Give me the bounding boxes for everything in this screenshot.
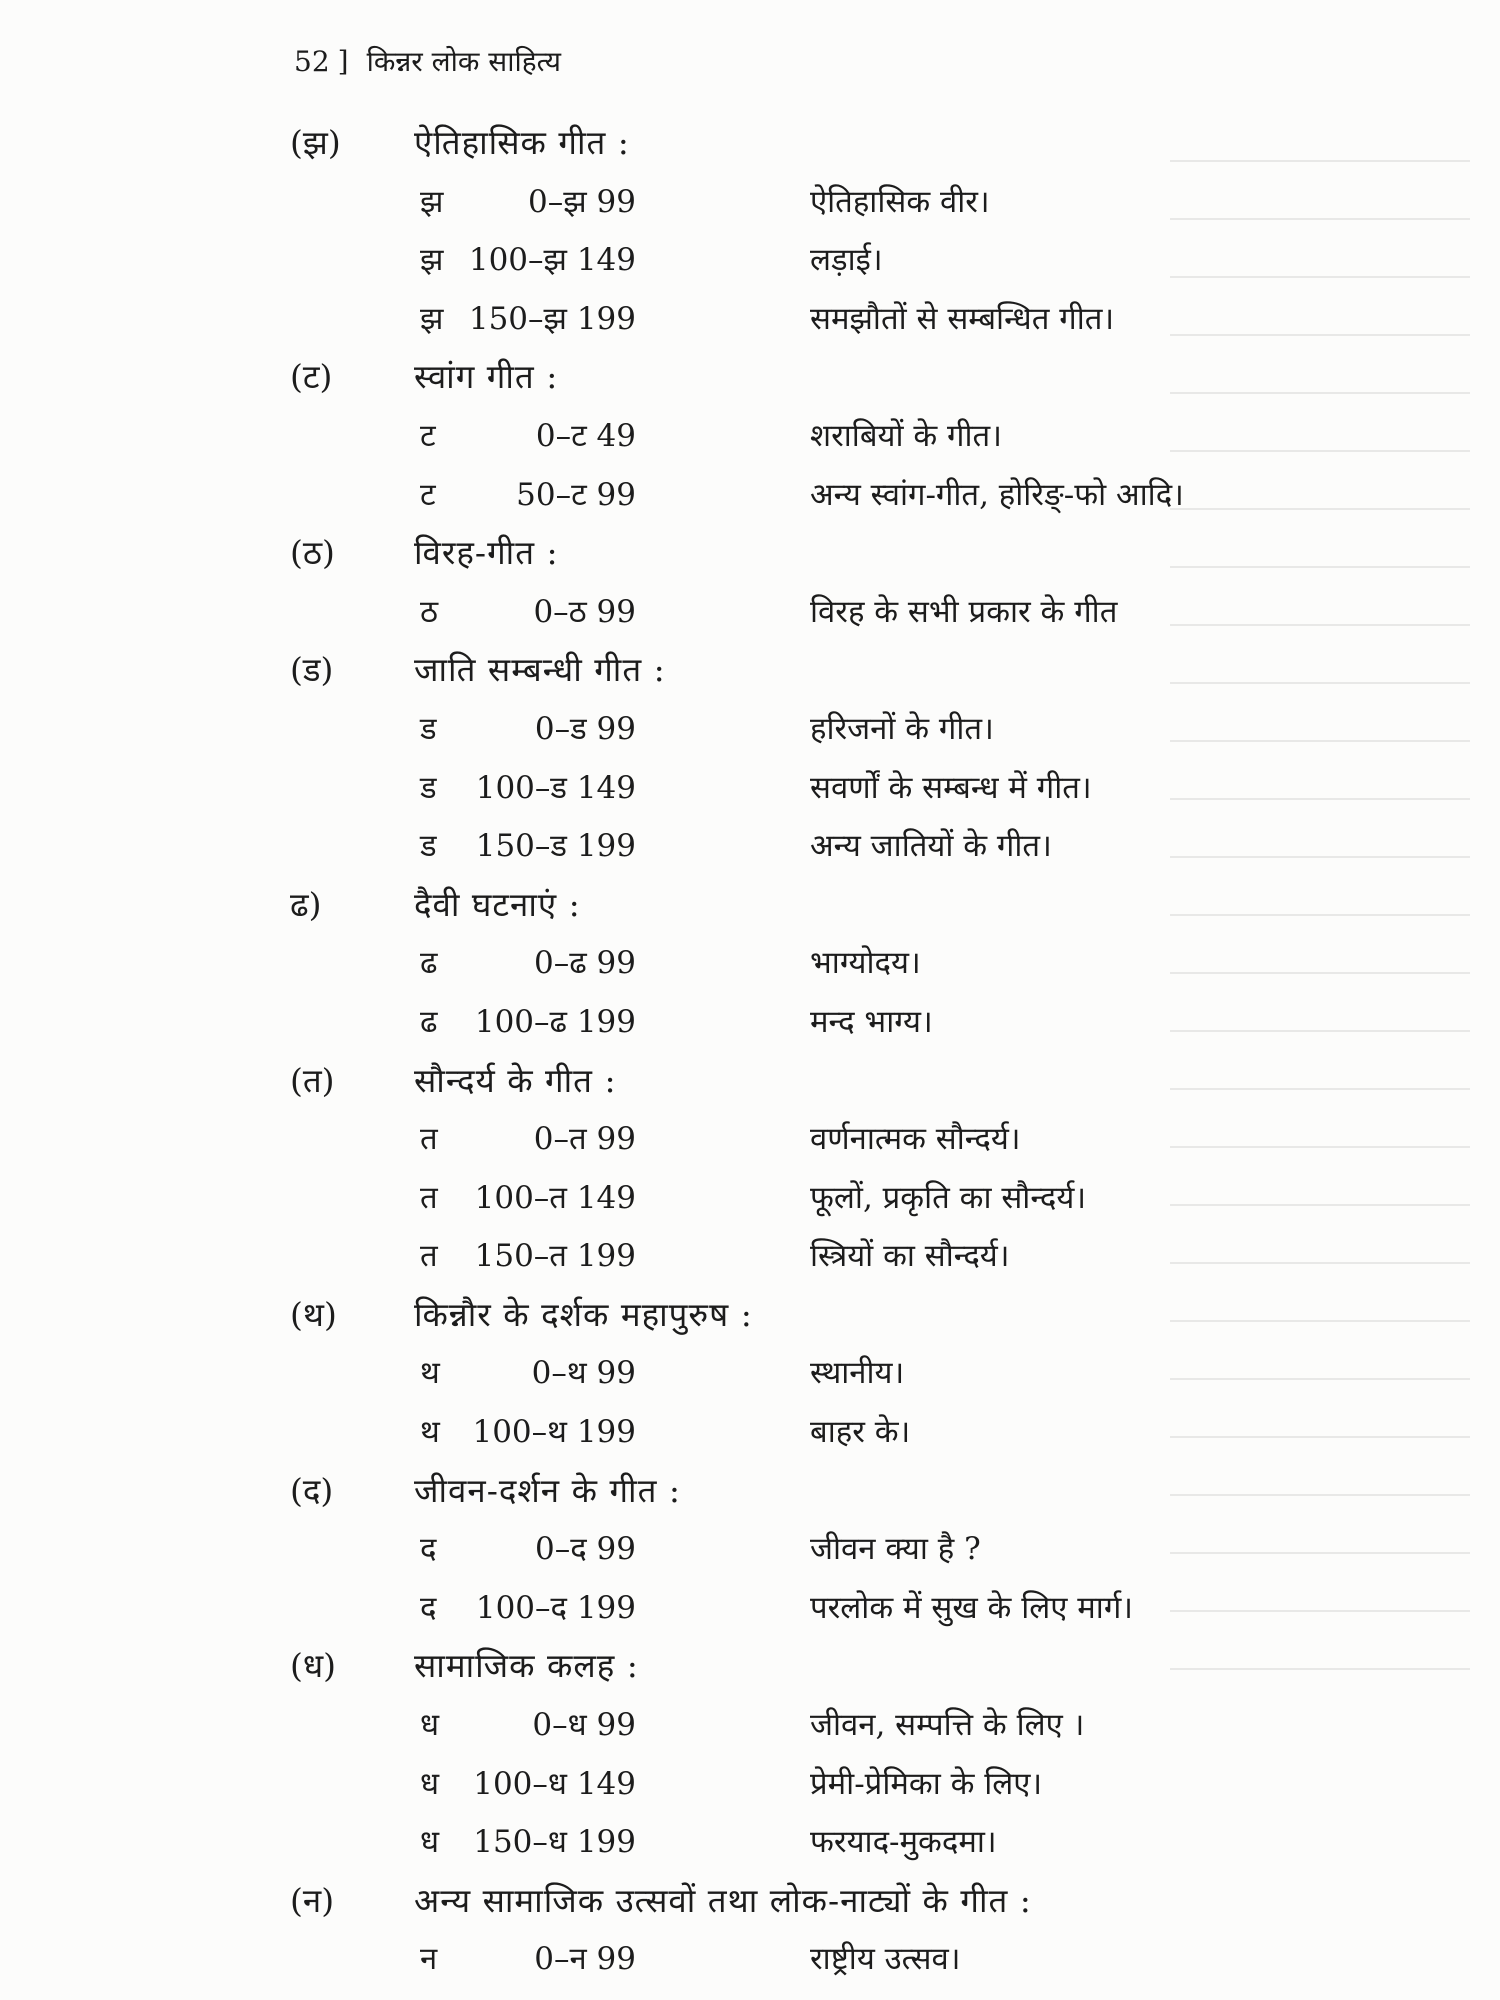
code-letter: झ [420, 183, 444, 220]
code-description: फूलों, प्रकृति का सौन्दर्य। [810, 1179, 1087, 1216]
code-range: 0–ड 99 [534, 710, 636, 747]
code-range: 0–द 99 [535, 1531, 636, 1568]
code-description: शराबियों के गीत। [810, 417, 1002, 454]
code-entry-row [0, 407, 1500, 466]
section-marker: (ठ) [290, 533, 335, 573]
code-range: 0–न 99 [534, 1941, 636, 1978]
code-description: परलोक में सुख के लिए मार्ग। [810, 1589, 1134, 1626]
section-heading [0, 114, 1500, 173]
code-letter: ध [420, 1824, 440, 1861]
code-description: सवर्णों के सम्बन्ध में गीत। [810, 769, 1092, 806]
code-description: फरयाद-मुकदमा। [810, 1824, 997, 1861]
code-letter: ध [420, 1707, 440, 1744]
code-letter: त [420, 1238, 438, 1275]
section-heading [0, 1462, 1500, 1521]
code-range: 0–ढ 99 [534, 945, 636, 982]
code-description: राष्ट्रीय उत्सव। [810, 1941, 961, 1978]
code-letter: ध [420, 1765, 440, 1802]
code-letter: थ [420, 1355, 440, 1392]
section-title: स्वांग गीत : [414, 357, 559, 397]
section-heading [0, 524, 1500, 583]
code-entry-row [0, 231, 1500, 290]
section-heading [0, 641, 1500, 700]
code-entry-row [0, 934, 1500, 993]
section-marker: (द) [290, 1470, 334, 1510]
code-letter: थ [420, 1414, 440, 1451]
code-range: 50–ट 99 [516, 476, 636, 513]
code-range: 0–ध 99 [532, 1707, 636, 1744]
code-entry-row [0, 173, 1500, 232]
code-range: 100–त 149 [474, 1179, 636, 1216]
code-entry-row [0, 1696, 1500, 1755]
code-letter: ड [420, 710, 437, 747]
code-entry-row [0, 1403, 1500, 1462]
code-entry-row [0, 817, 1500, 876]
section-title: जीवन-दर्शन के गीत : [414, 1470, 681, 1510]
code-description: अन्य स्वांग-गीत, होरिङ्-फो आदि। [810, 476, 1184, 513]
code-letter: ड [420, 828, 437, 865]
code-description: हरिजनों के गीत। [810, 710, 994, 747]
code-entry-row [0, 759, 1500, 818]
section-title: किन्नौर के दर्शक महापुरुष : [414, 1294, 753, 1334]
code-letter: त [420, 1121, 438, 1158]
section-heading [0, 876, 1500, 935]
section-heading [0, 1637, 1500, 1696]
code-description: वर्णनात्मक सौन्दर्य। [810, 1121, 1021, 1158]
code-entry-row [0, 1930, 1500, 1989]
section-heading [0, 348, 1500, 407]
code-entry-row [0, 583, 1500, 642]
code-description: लड़ाई। [810, 242, 883, 279]
code-letter: ढ [420, 1003, 438, 1040]
code-letter: ट [420, 476, 436, 513]
code-letter: ट [420, 417, 436, 454]
code-description: समझौतों से सम्बन्धित गीत। [810, 300, 1115, 337]
code-range: 0–झ 99 [528, 183, 636, 220]
section-title: जाति सम्बन्धी गीत : [414, 650, 666, 690]
section-title: दैवी घटनाएं : [414, 884, 581, 924]
code-description: स्त्रियों का सौन्दर्य। [810, 1238, 1010, 1275]
code-range: 150–त 199 [474, 1238, 636, 1275]
code-letter: त [420, 1179, 438, 1216]
code-entry-row [0, 1755, 1500, 1814]
section-heading [0, 1872, 1500, 1931]
code-entry-row [0, 1110, 1500, 1169]
section-title: सौन्दर्य के गीत : [414, 1060, 617, 1100]
code-range: 150–ड 199 [475, 828, 636, 865]
header-bracket: ] [337, 45, 349, 78]
code-letter: द [420, 1589, 437, 1626]
code-range: 150–झ 199 [468, 300, 636, 337]
code-entry-row [0, 290, 1500, 349]
code-description: अन्य जातियों के गीत। [810, 828, 1052, 865]
code-range: 0–ठ 99 [533, 593, 636, 630]
section-marker: (ड) [290, 650, 334, 690]
code-range: 150–ध 199 [473, 1824, 636, 1861]
section-marker: (झ) [290, 123, 341, 162]
section-title: अन्य सामाजिक उत्सवों तथा लोक-नाट्यों के गीत : [414, 1880, 1032, 1920]
code-range: 0–थ 99 [531, 1355, 636, 1392]
code-range: 100–थ 199 [472, 1414, 636, 1451]
section-title: विरह-गीत : [414, 533, 559, 573]
song-classification-list [0, 114, 1500, 1989]
code-letter: झ [420, 242, 444, 279]
section-marker: (ध) [290, 1646, 337, 1686]
page-number: 52 [294, 45, 330, 78]
running-header [294, 42, 561, 80]
code-letter: झ [420, 300, 444, 337]
section-heading [0, 1052, 1500, 1111]
code-entry-row [0, 1344, 1500, 1403]
code-description: जीवन, सम्पत्ति के लिए । [810, 1707, 1085, 1744]
section-title: ऐतिहासिक गीत : [414, 123, 630, 162]
book-title: किन्नर लोक साहित्य [366, 45, 561, 78]
code-letter: ढ [420, 945, 438, 982]
code-description: ऐतिहासिक वीर। [810, 183, 990, 220]
code-range: 100–झ 149 [468, 242, 636, 279]
code-description: प्रेमी-प्रेमिका के लिए। [810, 1765, 1043, 1802]
section-heading [0, 1286, 1500, 1345]
code-entry-row [0, 1579, 1500, 1638]
section-marker: ढ) [290, 884, 322, 924]
section-marker: (न) [290, 1880, 335, 1920]
code-range: 100–द 199 [475, 1589, 636, 1626]
code-range: 100–ड 149 [475, 769, 636, 806]
code-entry-row [0, 993, 1500, 1052]
code-letter: द [420, 1531, 437, 1568]
code-description: मन्द भाग्य। [810, 1003, 933, 1040]
code-range: 100–ढ 199 [474, 1003, 636, 1040]
section-marker: (थ) [290, 1294, 337, 1334]
code-letter: ड [420, 769, 437, 806]
code-range: 0–त 99 [533, 1121, 636, 1158]
code-description: विरह के सभी प्रकार के गीत [810, 593, 1118, 630]
section-marker: (त) [290, 1060, 335, 1100]
code-description: भाग्योदय। [810, 945, 921, 982]
code-letter: न [420, 1941, 438, 1978]
section-marker: (ट) [290, 357, 333, 397]
code-entry-row [0, 466, 1500, 525]
code-entry-row [0, 1169, 1500, 1228]
code-entry-row [0, 700, 1500, 759]
code-range: 0–ट 49 [535, 417, 636, 454]
code-description: स्थानीय। [810, 1355, 905, 1392]
code-entry-row [0, 1813, 1500, 1872]
code-description: बाहर के। [810, 1414, 911, 1451]
section-title: सामाजिक कलह : [414, 1646, 639, 1686]
code-range: 100–ध 149 [473, 1765, 636, 1802]
code-description: जीवन क्या है ? [810, 1531, 981, 1568]
code-letter: ठ [420, 593, 439, 630]
code-entry-row [0, 1227, 1500, 1286]
code-entry-row [0, 1520, 1500, 1579]
